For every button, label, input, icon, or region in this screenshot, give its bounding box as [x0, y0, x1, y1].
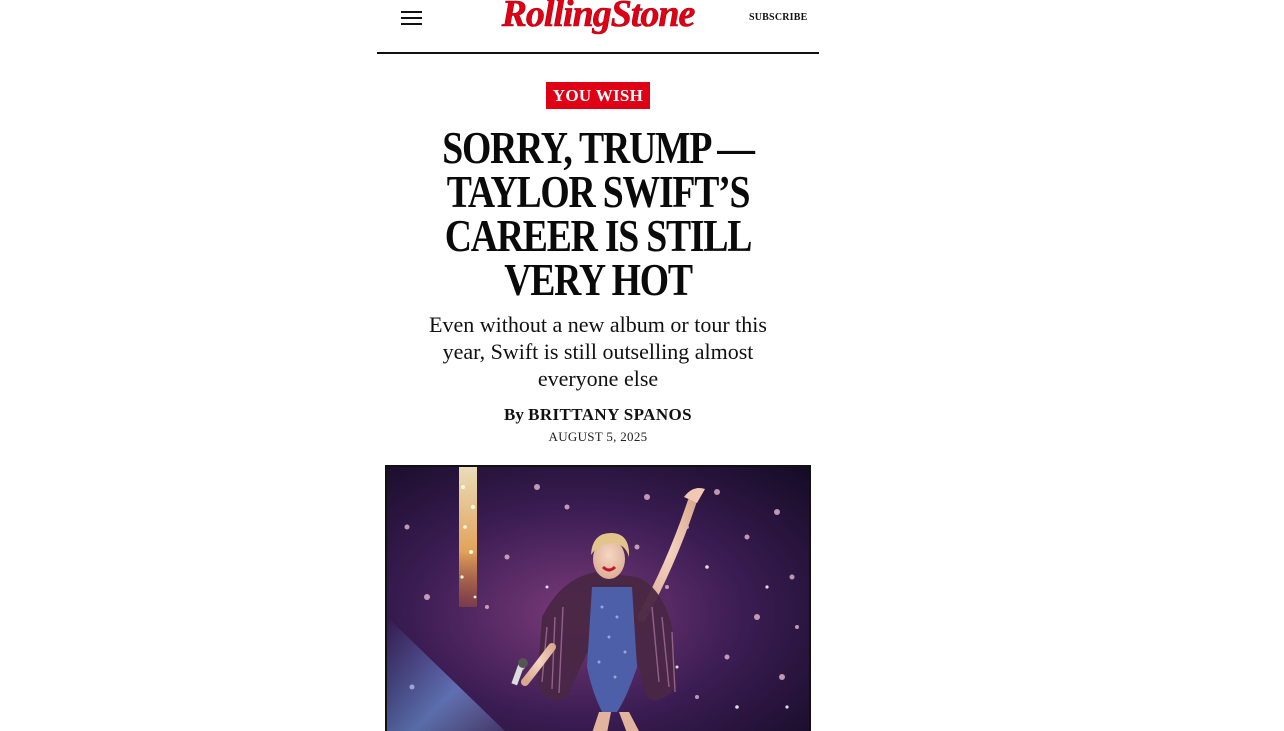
- page-column: [377, 0, 819, 731]
- rolling-stone-logo[interactable]: [488, 0, 708, 44]
- subscribe-link[interactable]: SUBSCRIBE: [749, 12, 808, 23]
- article-dek: Even without a new album or tour this year, Swift is still outselling almost everyone else: [429, 312, 767, 391]
- author-link[interactable]: BRITTANY SPANOS: [528, 405, 692, 424]
- byline-prefix: By: [504, 405, 524, 424]
- site-header: [377, 0, 819, 54]
- byline: [377, 405, 819, 425]
- hero-image: [385, 465, 811, 731]
- hamburger-menu-icon[interactable]: [401, 10, 423, 26]
- logo-wordmark: RollingStone: [501, 0, 695, 35]
- article-headline: SORRY, TRUMP — TAYLOR SWIFT’S CAREER IS STILL VERY HOT: [442, 122, 754, 305]
- publish-date: AUGUST 5, 2025: [548, 429, 648, 444]
- category-tag[interactable]: YOU WISH: [546, 82, 650, 109]
